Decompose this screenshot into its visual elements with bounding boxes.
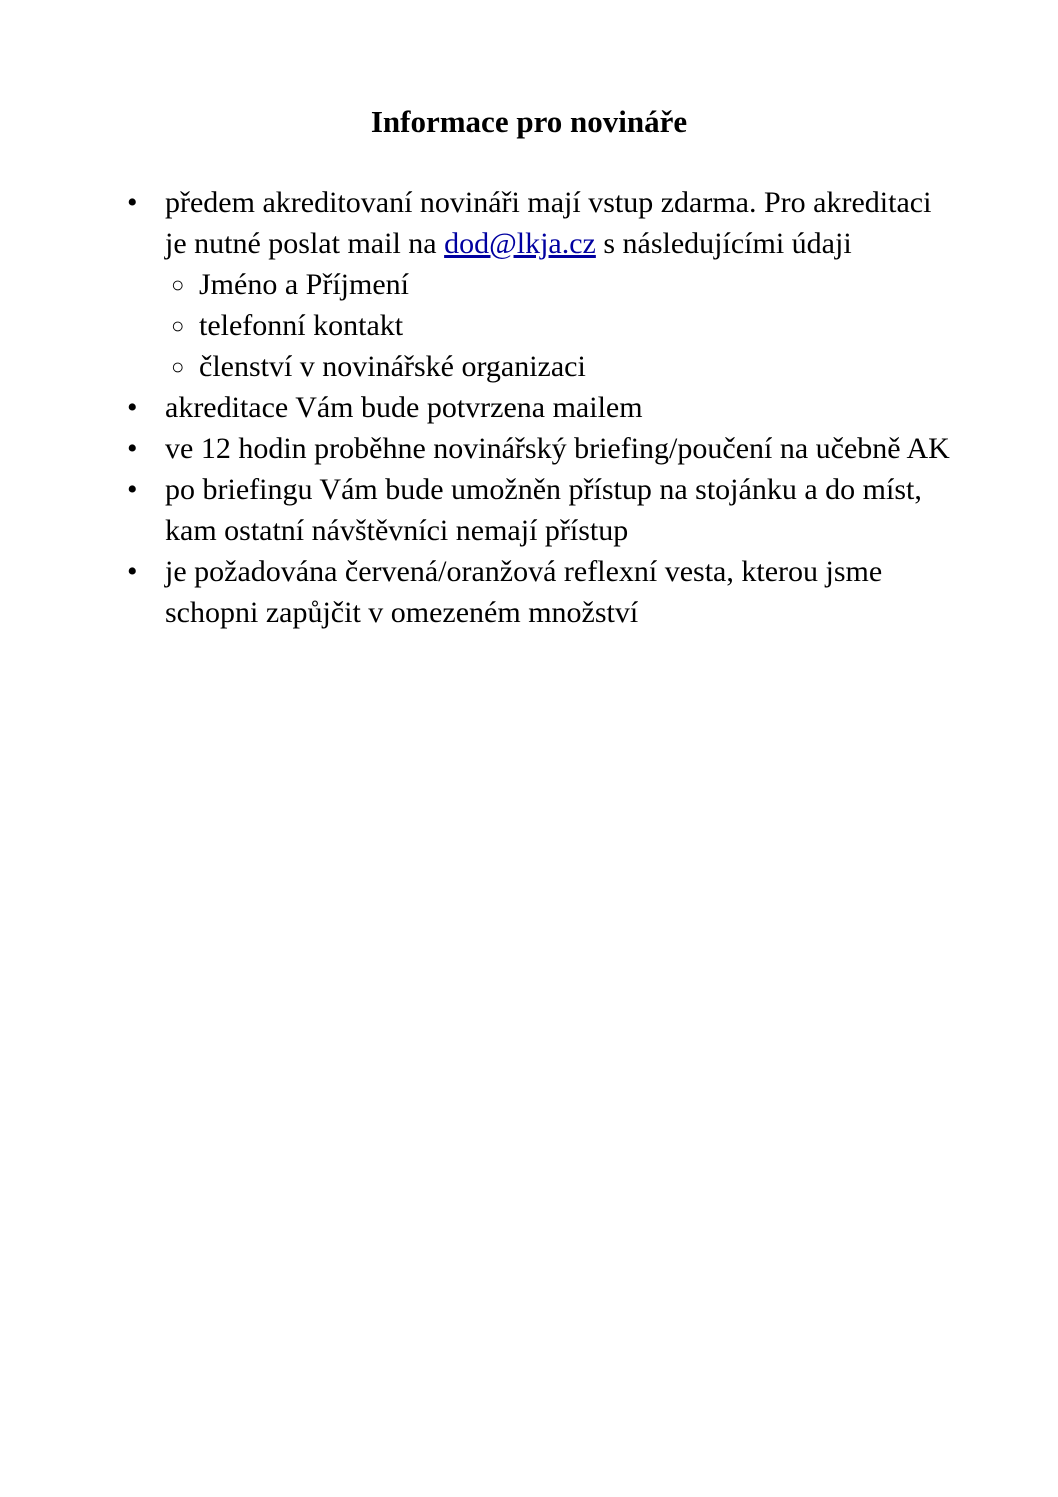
sub-list-item bbox=[165, 305, 957, 346]
sub-list-item bbox=[165, 264, 957, 305]
list-item-text: je požadována červená/oranžová reflexní vesta, kterou jsme schopni zapůjčit v omezeném množství bbox=[165, 555, 883, 629]
sub-list bbox=[165, 264, 957, 387]
list-item bbox=[127, 469, 957, 551]
bullet-icon: • bbox=[127, 555, 138, 588]
sub-list-item-text: telefonní kontakt bbox=[199, 309, 404, 342]
sub-list-item bbox=[165, 346, 957, 387]
list-item bbox=[127, 551, 957, 633]
list-item bbox=[127, 182, 957, 387]
circle-bullet-icon: ○ bbox=[171, 313, 185, 338]
sub-list-item-text: Jméno a Příjmení bbox=[199, 268, 409, 301]
list-item bbox=[127, 428, 957, 469]
list-item-text: ve 12 hodin proběhne novinářský briefing/poučení na učebně AK bbox=[165, 432, 950, 465]
circle-bullet-icon: ○ bbox=[171, 354, 185, 379]
list-item-text: s následujícími údaji bbox=[595, 227, 852, 260]
list-item-text: předem akreditovaní novináři mají vstup zdarma. Pro akreditaci je nutné poslat mail na bbox=[165, 186, 932, 260]
list-item-text: po briefingu Vám bude umožněn přístup na stojánku a do míst, kam ostatní návštěvníci nemají přístup bbox=[165, 473, 922, 547]
bullet-icon: • bbox=[127, 473, 138, 506]
circle-bullet-icon: ○ bbox=[171, 272, 185, 297]
bullet-icon: • bbox=[127, 186, 138, 219]
sub-list-item-text: členství v novinářské organizaci bbox=[199, 350, 586, 383]
email-link[interactable]: dod@lkja.cz bbox=[444, 227, 596, 260]
list-item-text: akreditace Vám bude potvrzena mailem bbox=[165, 391, 643, 424]
document-title: Informace pro novináře bbox=[370, 104, 688, 139]
list-item bbox=[127, 387, 957, 428]
bullet-icon: • bbox=[127, 391, 138, 424]
bullet-icon: • bbox=[127, 432, 138, 465]
bullet-list bbox=[127, 182, 957, 633]
